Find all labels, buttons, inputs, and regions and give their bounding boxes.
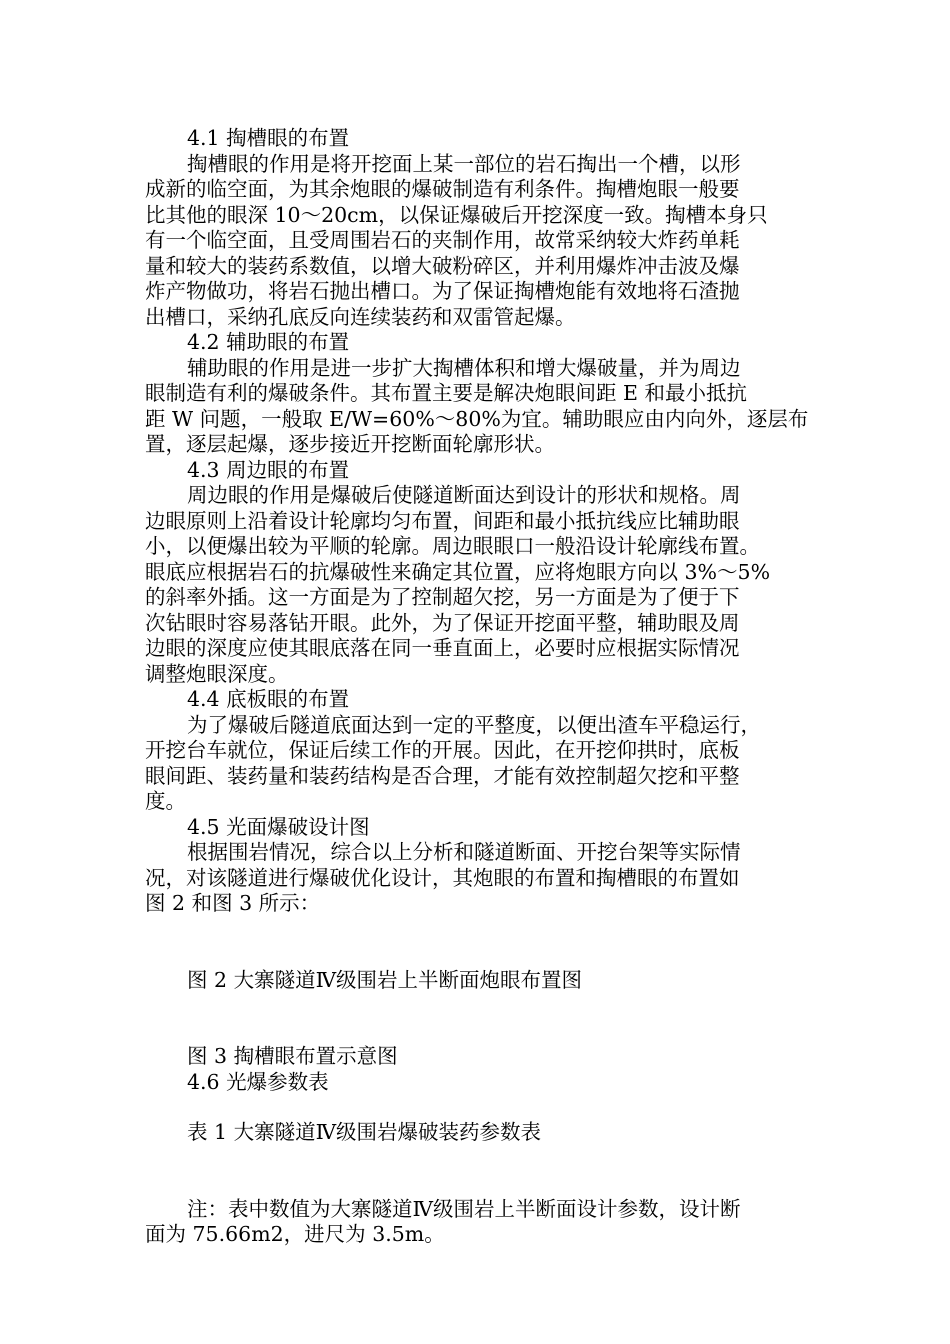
- section-heading-4-5: 4.5 光面爆破设计图: [187, 814, 370, 839]
- paragraph-line: 距 W 问题，一般取 E/W=60%～80%为宜。辅助眼应由内向外，逐层布: [145, 406, 809, 431]
- figure-3-caption: 图 3 掏槽眼布置示意图: [187, 1044, 398, 1068]
- spacer: [145, 993, 805, 1044]
- paragraph-line: 开挖台车就位，保证后续工作的开展。因此，在开挖仰拱时，底板: [145, 738, 740, 762]
- paragraph-line: 边眼原则上沿着设计轮廓均匀布置，间距和最小抵抗线应比辅助眼: [145, 508, 740, 533]
- paragraph-line: 小，以便爆出较为平顺的轮廓。周边眼眼口一般沿设计轮廓线布置。: [145, 534, 760, 558]
- paragraph-line: 图 2 和图 3 所示：: [145, 891, 321, 915]
- spacer: [145, 1095, 805, 1120]
- section-heading-4-3: 4.3 周边眼的布置: [187, 457, 350, 482]
- paragraph-line: 度。: [145, 789, 186, 813]
- paragraph-line: 调整炮眼深度。: [145, 661, 289, 686]
- paragraph-line: 量和较大的装药系数值，以增大破粉碎区，并利用爆炸冲击波及爆: [145, 253, 740, 278]
- paragraph-line: 为了爆破后隧道底面达到一定的平整度，以便出渣车平稳运行，: [187, 712, 761, 737]
- document-body: [145, 126, 809, 1248]
- section-heading-4-6: 4.6 光爆参数表: [187, 1069, 329, 1094]
- section-heading-4-2: 4.2 辅助眼的布置: [187, 330, 350, 354]
- paragraph-line: 有一个临空面，且受周围岩石的夹制作用，故常采纳较大炸药单耗: [145, 228, 740, 252]
- note-line: 面为 75.66m2，进尺为 3.5m。: [145, 1222, 445, 1246]
- paragraph-line: 况，对该隧道进行爆破优化设计，其炮眼的布置和掏槽眼的布置如: [145, 865, 740, 890]
- paragraph-line: 次钻眼时容易落钻开眼。此外，为了保证开挖面平整，辅助眼及周: [145, 610, 740, 635]
- paragraph-line: 出槽口，采纳孔底反向连续装药和双雷管起爆。: [145, 304, 576, 329]
- paragraph-line: 边眼的深度应使其眼底落在同一垂直面上，必要时应根据实际情况: [145, 636, 740, 660]
- note-line: 注：表中数值为大寨隧道Ⅳ级围岩上半断面设计参数，设计断: [187, 1196, 741, 1221]
- paragraph-line: 根据围岩情况，综合以上分析和隧道断面、开挖台架等实际情: [187, 840, 741, 864]
- paragraph-line: 眼底应根据岩石的抗爆破性来确定其位置，应将炮眼方向以 3%～5%: [145, 559, 771, 584]
- section-heading-4-1: 4.1 掏槽眼的布置: [187, 126, 350, 150]
- paragraph-line: 眼间距、装药量和装药结构是否合理，才能有效控制超欠挖和平整: [145, 763, 740, 788]
- paragraph-line: 置，逐层起爆，逐步接近开挖断面轮廓形状。: [145, 432, 555, 456]
- paragraph-line: 炸产物做功，将岩石抛出槽口。为了保证掏槽炮能有效地将石渣抛: [145, 279, 740, 303]
- paragraph-line: 辅助眼的作用是进一步扩大掏槽体积和增大爆破量，并为周边: [187, 355, 741, 380]
- paragraph-line: 掏槽眼的作用是将开挖面上某一部位的岩石掏出一个槽，以形: [187, 151, 741, 176]
- table-1-caption: 表 1 大寨隧道Ⅳ级围岩爆破装药参数表: [187, 1120, 542, 1144]
- spacer: [145, 917, 805, 968]
- paragraph-line: 比其他的眼深 10～20cm，以保证爆破后开挖深度一致。掏槽本身只: [145, 202, 768, 227]
- figure-2-caption: 图 2 大寨隧道Ⅳ级围岩上半断面炮眼布置图: [187, 967, 583, 992]
- spacer: [145, 1146, 805, 1197]
- paragraph-line: 的斜率外插。这一方面是为了控制超欠挖，另一方面是为了便于下: [145, 585, 740, 609]
- paragraph-line: 周边眼的作用是爆破后使隧道断面达到设计的形状和规格。周: [187, 483, 741, 507]
- paragraph-line: 成新的临空面，为其余炮眼的爆破制造有利条件。掏槽炮眼一般要: [145, 177, 740, 201]
- paragraph-line: 眼制造有利的爆破条件。其布置主要是解决炮眼间距 E 和最小抵抗: [145, 381, 747, 405]
- section-heading-4-4: 4.4 底板眼的布置: [187, 687, 350, 711]
